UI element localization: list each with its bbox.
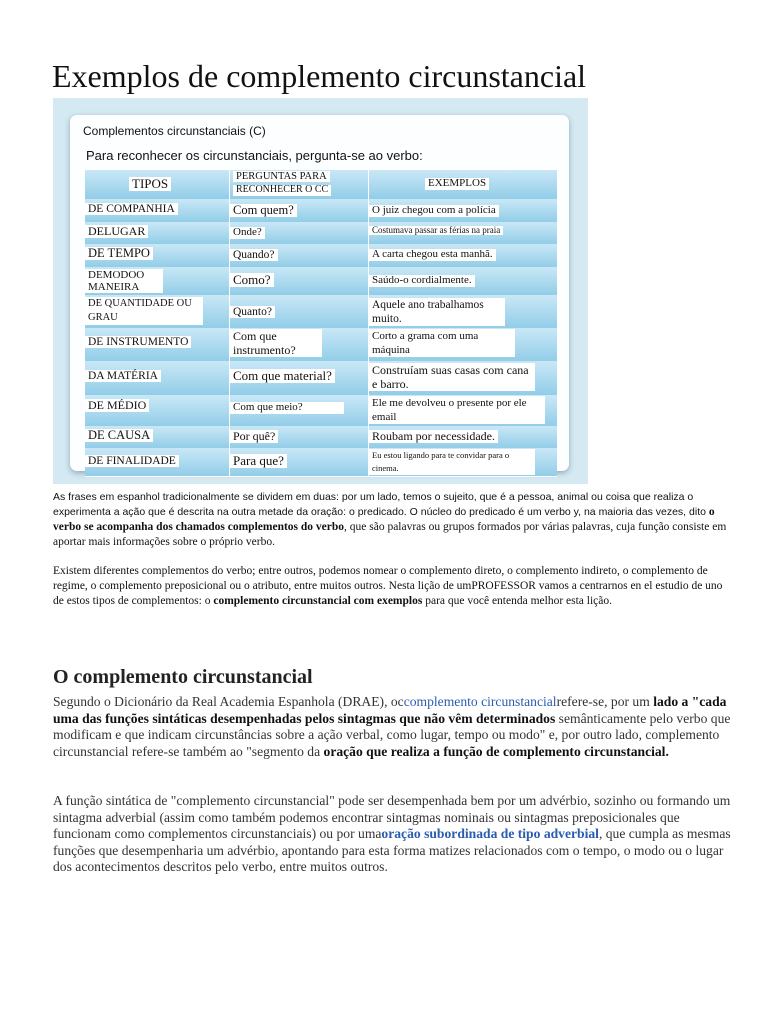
row-tipo: DEMODOO MANEIRA [85,269,163,293]
table-row [85,267,557,296]
row-exemplo: Aquele ano trabalhamos muito. [369,298,505,326]
table-header-row [85,170,557,200]
page-title: Exemplos de complemento circunstancial [52,58,587,94]
row-exemplo: Roubam por necessidade. [369,430,498,443]
row-pergunta: Com que material? [230,369,335,383]
table-question: Para reconhecer os circunstanciais, pergunta-se ao verbo: [86,148,423,163]
row-pergunta: Onde? [230,227,265,239]
intro-paragraph-2: Existem diferentes complementos do verbo; entre outros, podemos nomear o complemento direto, o complemento indireto, o complemento de regime, o complemento preposicional ou o atributo, entre muitos outros. Nesta lição de umPROFESSOR vamos a centrarnos en el estudio de uno de estos tipos de complementos: o complemento circunstancial com exemplos para que você entenda melhor esta lição. [53,565,723,607]
table-row [85,361,557,396]
intro-bold-1: o verbo se acompanha dos chamados complementos do verbo [53,506,715,533]
table-image [53,98,588,484]
section-paragraph-1: Segundo o Dicionário da Real Academia Espanhola (DRAE), occomplemento circunstancialrefere-se, por um lado a "cada uma das funções sintáticas desempenhadas pelos sintagmas que não vêm determinados semânticamente pelo verbo que modificam e que indicam circunstâncias sobre a ação verbal, como lugar, tempo ou modo" e, por outro lado, complemento circunstancial refere-se também ao "segmento da oração que realiza a função de complemento circunstancial. [53,694,731,759]
header-exemplos: EXEMPLOS [425,178,489,190]
table-heading: Complementos circunstanciais (C) [83,124,266,138]
section-title: O complemento circunstancial [53,666,313,688]
header-perguntas-line1: PERGUNTAS PARA [233,171,330,182]
row-exemplo: Saúdo-o cordialmente. [369,275,475,287]
row-tipo: DE MÉDIO [85,399,149,412]
row-tipo: DE TEMPO [85,247,153,260]
row-tipo: DE FINALIDADE [85,455,179,467]
row-tipo: DA MATÉRIA [85,370,161,382]
header-perguntas-line2: RECONHECER O CC [233,185,331,196]
row-pergunta: Por quê? [230,430,278,443]
intro-paragraph-1: As frases em espanhol tradicionalmente se dividem em duas: por um lado, temos o sujeito, que é a pessoa, animal ou coisa que realiza o experimenta a ação que é descrita na outra metade da oração: o predicado. O núcleo do predicado é um verbo y, na maioria das vezes, dito o verbo se acompanha dos chamados complementos do verbo, que são palavras ou grupos formados por várias palavras, cuja função consiste em aportar mais informações sobre o próprio verbo. [53,491,727,548]
row-pergunta: Com que instrumento? [230,329,322,357]
row-pergunta: Quanto? [230,306,275,318]
section-paragraph-2: A função sintática de "complemento circunstancial" pode ser desempenhada bem por um advérbio, sozinho ou formando um sintagma adverbial (assim como também podemos encontrar sintagmas nominais ou sintagmas preposicionales que funcionam como complementos circunstanciais) ou por umaoração subordinada de tipo adverbial, que cumpla as mesmas funções que desempenharia um advérbio, apontando para esta forma matizes relacionados com o tempo, o modo ou o lugar dos acontecimentos descritos pelo verbo, entre muitos outros. [53,793,731,874]
table-row [85,426,557,449]
table-row [85,295,557,329]
table-row [85,328,557,362]
row-pergunta: Para que? [230,454,287,468]
table-row [85,222,557,245]
table-row [85,395,557,427]
table-row [85,448,557,477]
row-exemplo: Ele me devolveu o presente por ele email [369,396,545,424]
row-exemplo: Corto a grama com uma máquina [369,329,515,357]
header-tipos: TIPOS [129,177,171,191]
row-exemplo: Costumava passar as férias na praia [369,226,503,235]
table-row [85,244,557,268]
row-tipo: DE CAUSA [85,429,153,442]
row-tipo: DE COMPANHIA [85,203,178,215]
row-exemplo: A carta chegou esta manhã. [369,249,496,261]
table-card [70,115,569,471]
intro-bold-2: complemento circunstancial com exemplos [213,595,423,607]
oracao-subordinada-link[interactable]: oração subordinada de tipo adverbial [381,826,599,841]
row-exemplo: Construíam suas casas com cana e barro. [369,363,535,391]
table-row [85,199,557,223]
complemento-circunstancial-link[interactable]: complemento circunstancial [403,694,557,709]
row-exemplo: O juiz chegou com a polícia [369,205,499,217]
row-tipo: DE QUANTIDADE OU GRAU [85,297,203,325]
row-tipo: DELUGAR [85,225,148,238]
row-tipo: DE INSTRUMENTO [85,336,191,348]
row-pergunta: Como? [230,273,274,287]
row-exemplo: Eu estou ligando para te convidar para o cinema. [369,449,535,475]
row-pergunta: Quando? [230,249,278,261]
row-pergunta: Com que meio? [230,402,344,414]
row-pergunta: Com quem? [230,204,297,217]
